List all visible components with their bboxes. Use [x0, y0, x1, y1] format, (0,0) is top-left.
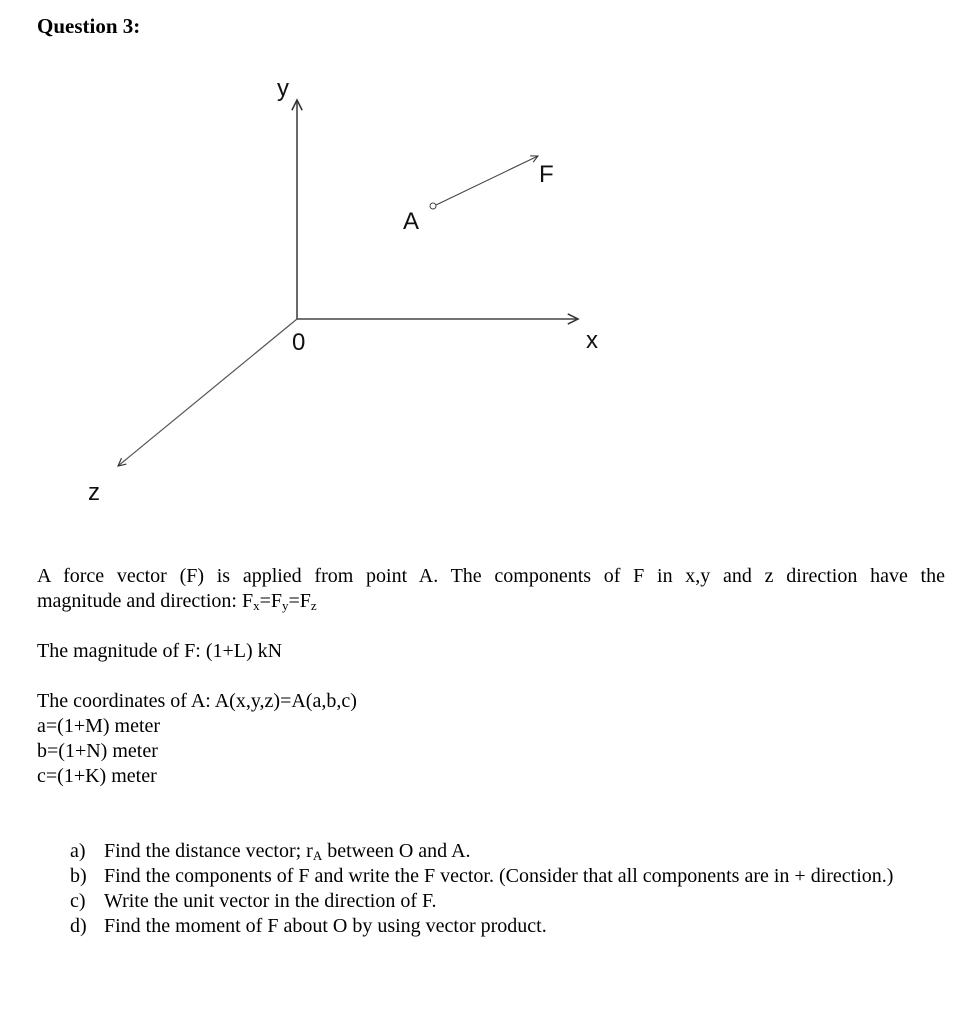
- question-marker: c): [70, 890, 86, 912]
- fz-subscript: z: [310, 598, 317, 613]
- coordinate-c: c=(1+K) meter: [37, 765, 157, 787]
- problem-statement: [37, 564, 945, 614]
- fz-symbol: F: [299, 590, 311, 612]
- coordinate-diagram: [0, 60, 965, 530]
- force-vector: [436, 156, 538, 205]
- question-marker: b): [70, 865, 87, 887]
- fy-symbol: F: [270, 590, 282, 612]
- origin-label: 0: [292, 329, 306, 356]
- question-item-d: [70, 914, 945, 939]
- question-marker: a): [70, 840, 86, 862]
- question-item-a: [70, 839, 945, 864]
- coordinate-b: b=(1+N) meter: [37, 740, 158, 762]
- question-text: Find the moment of F about O by using vector product.: [104, 915, 547, 937]
- equals-1: =: [259, 590, 271, 612]
- fy-subscript: y: [281, 598, 289, 613]
- problem-statement-line1: A force vector (F) is applied from point A. The components of F in x,y and z direction have the: [37, 565, 945, 587]
- y-axis-label: y: [277, 75, 289, 102]
- equals-2: =: [288, 590, 300, 612]
- fx-subscript: x: [253, 598, 260, 613]
- force-label: F: [539, 161, 554, 188]
- question-text: Write the unit vector in the direction of F.: [104, 890, 437, 912]
- problem-statement-line2: [37, 590, 317, 612]
- r-a-subscript: A: [312, 848, 323, 863]
- question-item-c: [70, 889, 945, 914]
- coordinates-heading: The coordinates of A: A(x,y,z)=A(a,b,c): [37, 690, 357, 712]
- z-axis: [118, 319, 297, 466]
- coordinates-block: [37, 689, 357, 789]
- point-a-marker: [430, 203, 436, 209]
- question-text: [104, 839, 945, 864]
- fx-symbol: F: [241, 590, 254, 612]
- x-axis-label: x: [586, 327, 598, 354]
- point-a-label: A: [403, 208, 420, 235]
- question-item-b: [70, 864, 945, 889]
- question-text: Find the components of F and write the F vector. (Consider that all components are in + direction.): [104, 865, 894, 887]
- question-a-text-after: between O and A.: [322, 840, 471, 862]
- question-list: [70, 839, 945, 939]
- question-title: Question 3:: [37, 14, 141, 38]
- question-a-text-before: Find the distance vector; r: [104, 840, 313, 862]
- question-marker: d): [70, 915, 87, 937]
- magnitude-statement: The magnitude of F: (1+L) kN: [37, 640, 283, 662]
- z-axis-label: z: [88, 479, 100, 506]
- line2-prefix: magnitude and direction:: [37, 590, 242, 612]
- coordinate-a: a=(1+M) meter: [37, 715, 161, 737]
